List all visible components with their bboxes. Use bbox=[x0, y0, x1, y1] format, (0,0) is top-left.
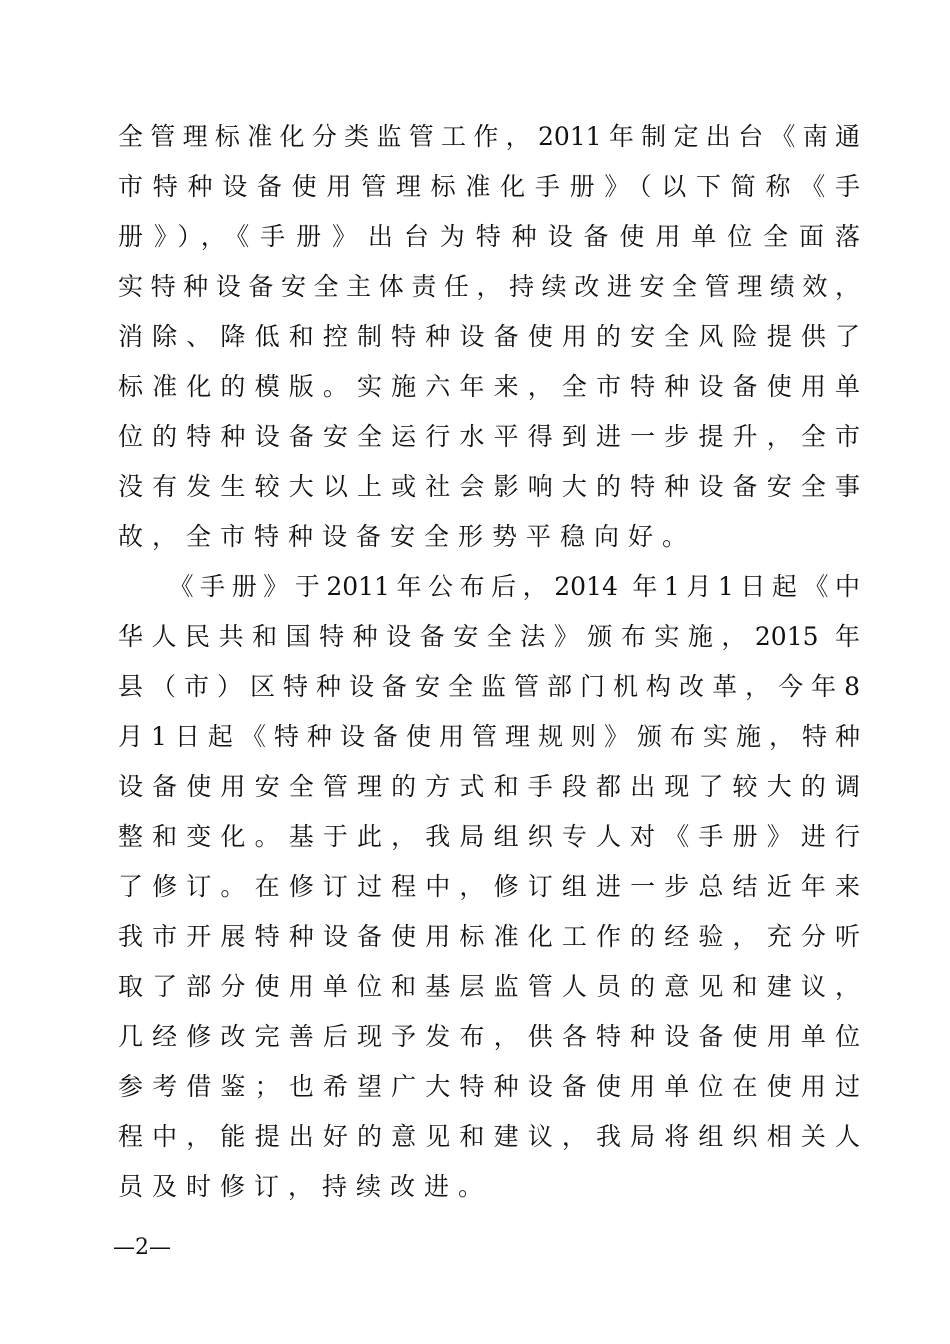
text-line: 取了部分使用单位和基层监管人员的意见和建议， bbox=[118, 972, 860, 1001]
paragraph-1 bbox=[118, 112, 860, 562]
text-line: 我市开展特种设备使用标准化工作的经验，充分听 bbox=[118, 922, 860, 951]
text-line: 消除、降低和控制特种设备使用的安全风险提供了 bbox=[118, 322, 860, 351]
text-line: 员及时修订，持续改进。 bbox=[118, 1172, 493, 1201]
text-line: 市特种设备使用管理标准化手册》（以下简称《手 bbox=[118, 172, 860, 201]
text-line: 实特种设备安全主体责任，持续改进安全管理绩效， bbox=[118, 272, 860, 301]
text-line: 了修订。在修订过程中，修订组进一步总结近年来 bbox=[118, 872, 860, 901]
text-line: 华人民共和国特种设备安全法》颁布实施，2015 年 bbox=[118, 622, 860, 651]
text-line: 程中，能提出好的意见和建议，我局将组织相关人 bbox=[118, 1122, 860, 1151]
paragraph-2 bbox=[118, 562, 860, 1212]
text-line: 位的特种设备安全运行水平得到进一步提升，全市 bbox=[118, 422, 860, 451]
body-text bbox=[118, 112, 860, 1212]
text-line: 设备使用安全管理的方式和手段都出现了较大的调 bbox=[118, 772, 860, 801]
text-line: 参考借鉴；也希望广大特种设备使用单位在使用过 bbox=[118, 1072, 860, 1101]
text-line: 整和变化。基于此，我局组织专人对《手册》进行 bbox=[118, 822, 860, 851]
text-line: 没有发生较大以上或社会影响大的特种设备安全事 bbox=[118, 472, 860, 501]
page-number: —2— bbox=[113, 1235, 171, 1260]
text-line: 县（市）区特种设备安全监管部门机构改革，今年8 bbox=[118, 672, 860, 701]
text-line: 几经修改完善后现予发布，供各特种设备使用单位 bbox=[118, 1022, 860, 1051]
text-line: 故，全市特种设备安全形势平稳向好。 bbox=[118, 522, 697, 551]
text-line: 《手册》于2011年公布后，2014 年1月1日起《中 bbox=[118, 572, 860, 601]
text-line: 全管理标准化分类监管工作，2011年制定出台《南通 bbox=[118, 122, 860, 151]
text-line: 册》），《手册》出台为特种设备使用单位全面落 bbox=[118, 222, 860, 251]
text-line: 标准化的模版。实施六年来，全市特种设备使用单 bbox=[118, 372, 860, 401]
text-line: 月1日起《特种设备使用管理规则》颁布实施，特种 bbox=[118, 722, 860, 751]
